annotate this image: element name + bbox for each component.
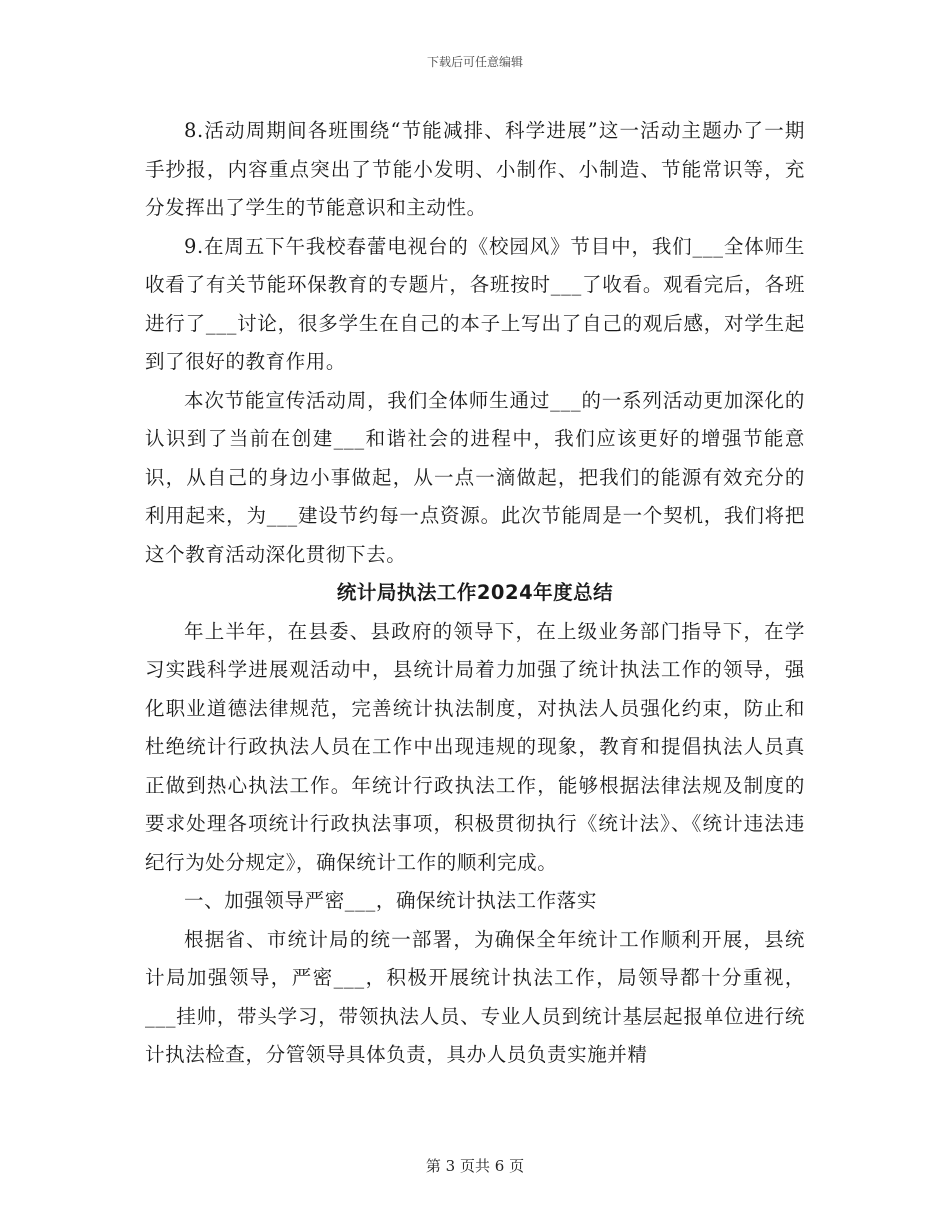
paragraph-summary: 本次节能宣传活动周，我们全体师生通过___的一系列活动更加深化的认识到了当前在创建___和谐社会的进程中，我们应该更好的增强节能意识，从自己的身边小事做起，从一点一滴做起，把我们的能源有效充分的利用起来，为___建设节约每一点资源。此次节能周是一个契机，我们将把这个教育活动深化贯彻下去。 [145,388,805,566]
section-body-paragraph-1: 根据省、市统计局的统一部署，为确保全年统计工作顺利开展，县统计局加强领导，严密___，积极开展统计执法工作，局领导都十分重视，___挂帅，带头学习，带领执法人员、专业人员到统计基层起报单位进行统计执法检查，分管领导具体负责，具办人员负责实施并精 [145,927,805,1066]
section-heading-1: 一、加强领导严密___，确保统计执法工作落实 [184,889,597,912]
page-footer: 第 3 页共 6 页 [425,1157,525,1175]
section-intro-paragraph: 年上半年，在县委、县政府的领导下，在上级业务部门指导下，在学习实践科学进展观活动中，县统计局着力加强了统计执法工作的领导，强化职业道德法律规范，完善统计执法制度，对执法人员强化约束，防止和杜绝统计行政执法人员在工作中出现违规的现象，教育和提倡执法人员真正做到热心执法工作。年统计行政执法工作，能够根据法律法规及制度的要求处理各项统计行政执法事项，积极贯彻执行《统计法》、《统计违法违纪行为处分规定》，确保统计工作的顺利完成。 [145,619,805,874]
paragraph-item-8: 8.活动周期间各班围绕“节能减排、科学进展”这一活动主题办了一期手抄报，内容重点突出了节能小发明、小制作、小制造、节能常识等，充分发挥出了学生的节能意识和主动性。 [145,119,805,219]
page-header: 下载后可任意编辑 [426,55,523,69]
document-body [145,112,805,1075]
paragraph-item-9: 9.在周五下午我校春蕾电视台的《校园风》节目中，我们___全体师生收看了有关节能环保教育的专题片，各班按时___了收看。观看完后，各班进行了___讨论，很多学生在自己的本子上写出了自己的观后感，对学生起到了很好的教育作用。 [145,234,805,373]
section-title: 统计局执法工作2024年度总结 [336,581,614,604]
